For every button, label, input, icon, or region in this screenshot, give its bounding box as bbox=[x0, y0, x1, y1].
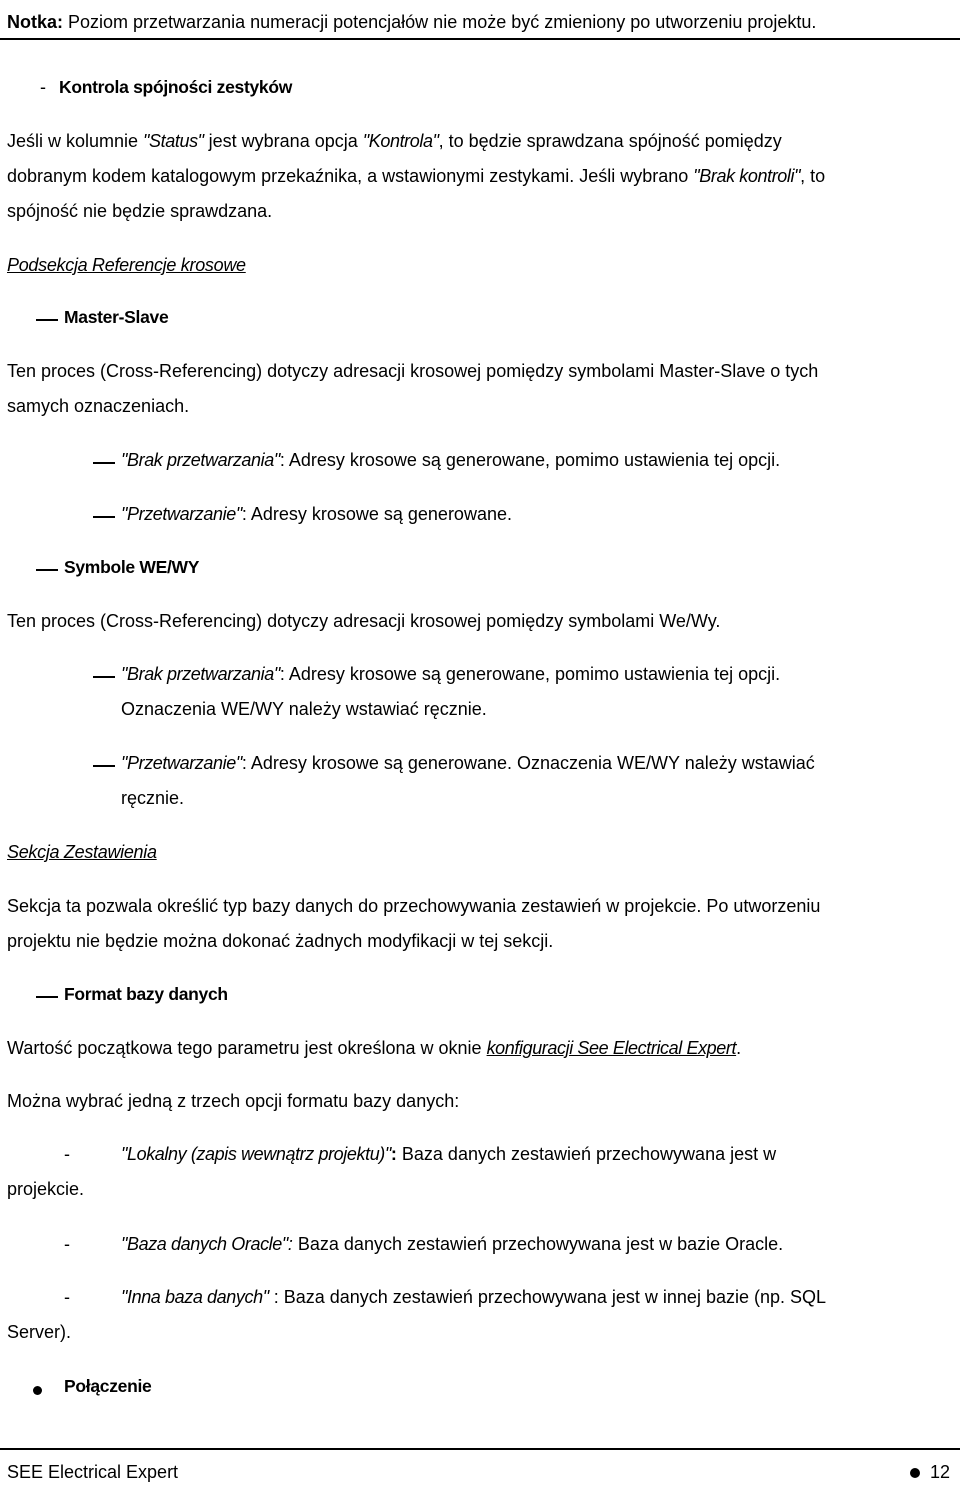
option-sep: : bbox=[390, 1144, 397, 1164]
we-wy-option-1 bbox=[121, 657, 940, 692]
dash-bullet bbox=[36, 569, 58, 571]
text-span: dobranym kodem katalogowym przekaźnika, a wstawionymi zestykami. Jeśli wybrano bbox=[7, 166, 694, 186]
db-option-1-dash: - bbox=[64, 1144, 70, 1164]
dash-bullet bbox=[36, 996, 58, 998]
text-span: jest wybrana opcja bbox=[203, 131, 363, 151]
consistency-heading-text: Kontrola spójności zestyków bbox=[59, 77, 293, 97]
master-slave-option-2 bbox=[121, 497, 940, 532]
kontrola-term: "Kontrola" bbox=[362, 131, 439, 151]
option-text: : Adresy krosowe są generowane, pomimo ustawienia tej opcji. bbox=[279, 450, 781, 470]
note-text: Poziom przetwarzania numeracji potencjałów nie może być zmieniony po utworzeniu projektu. bbox=[63, 12, 817, 32]
db-option-3-line2: Server). bbox=[7, 1322, 72, 1342]
option-label: "Baza danych Oracle" bbox=[121, 1234, 288, 1254]
subsection-title: Podsekcja Referencje krosowe bbox=[7, 255, 246, 275]
header-rule bbox=[0, 38, 960, 40]
consistency-para-line3: spójność nie będzie sprawdzana. bbox=[7, 201, 273, 221]
note-line bbox=[7, 5, 940, 40]
bullet-dot-icon bbox=[33, 1386, 42, 1395]
reports-intro-line1: Sekcja ta pozwala określić typ bazy danych do przechowywania zestawień w projekcie. Po utworzeniu bbox=[7, 896, 821, 916]
dash-bullet bbox=[93, 462, 115, 464]
dash-bullet bbox=[93, 676, 115, 678]
option-text: Baza danych zestawień przechowywana jest w bbox=[396, 1144, 777, 1164]
dash-bullet bbox=[93, 516, 115, 518]
text-span: Wartość początkowa tego parametru jest określona w oknie bbox=[7, 1038, 487, 1058]
db-option-3 bbox=[121, 1280, 940, 1315]
option-label: "Inna baza danych" bbox=[121, 1287, 269, 1307]
option-text: : Adresy krosowe są generowane, pomimo ustawienia tej opcji. bbox=[279, 664, 781, 684]
footer-bullet-icon bbox=[910, 1468, 920, 1478]
section-title: Sekcja Zestawienia bbox=[7, 842, 157, 862]
option-label: "Brak przetwarzania" bbox=[121, 664, 280, 684]
consistency-heading bbox=[40, 70, 940, 105]
master-slave-heading: Master-Slave bbox=[64, 307, 169, 327]
master-slave-option-1 bbox=[121, 443, 940, 478]
page-number: 12 bbox=[930, 1462, 951, 1482]
db-format-heading: Format bazy danych bbox=[64, 984, 228, 1004]
master-slave-desc-line2: samych oznaczeniach. bbox=[7, 396, 190, 416]
master-slave-desc-line1: Ten proces (Cross-Referencing) dotyczy adresacji krosowej pomiędzy symbolami Master-Slave o tych bbox=[7, 361, 819, 381]
reports-intro-line2: projektu nie będzie można dokonać żadnych modyfikacji w tej sekcji. bbox=[7, 931, 554, 951]
connection-heading: Połączenie bbox=[64, 1376, 152, 1396]
option-label: "Przetwarzanie" bbox=[121, 504, 242, 524]
consistency-para-line2 bbox=[7, 159, 940, 194]
db-option-3-dash: - bbox=[64, 1287, 70, 1307]
footer-rule bbox=[0, 1448, 960, 1450]
text-span: , to bbox=[800, 166, 826, 186]
dash-bullet bbox=[93, 765, 115, 767]
option-label: "Brak przetwarzania" bbox=[121, 450, 280, 470]
text-span: Jeśli w kolumnie bbox=[7, 131, 144, 151]
default-value-para bbox=[7, 1031, 940, 1066]
option-text: : Adresy krosowe są generowane. bbox=[241, 504, 512, 524]
option-text: : Adresy krosowe są generowane. Oznaczenia WE/WY należy wstawiać bbox=[241, 753, 815, 773]
note-label: Notka: bbox=[7, 12, 64, 32]
dash-bullet bbox=[36, 319, 58, 321]
db-option-1 bbox=[121, 1137, 940, 1172]
db-option-2 bbox=[121, 1227, 940, 1262]
we-wy-heading: Symbole WE/WY bbox=[64, 557, 200, 577]
footer-product: SEE Electrical Expert bbox=[7, 1462, 179, 1482]
brak-kontroli-term: "Brak kontroli" bbox=[693, 166, 801, 186]
text-span: , to będzie sprawdzana spójność pomiędzy bbox=[438, 131, 782, 151]
text-span: . bbox=[736, 1038, 742, 1058]
we-wy-desc: Ten proces (Cross-Referencing) dotyczy adresacji krosowej pomiędzy symbolami We/Wy. bbox=[7, 611, 721, 631]
db-option-2-dash: - bbox=[64, 1234, 70, 1254]
we-wy-option-2 bbox=[121, 746, 940, 781]
option-label: "Lokalny (zapis wewnątrz projektu)" bbox=[121, 1144, 391, 1164]
option-label: "Przetwarzanie" bbox=[121, 753, 242, 773]
we-wy-option-1-line2: Oznaczenia WE/WY należy wstawiać ręcznie. bbox=[121, 699, 487, 719]
configuration-link[interactable]: konfiguracji See Electrical Expert bbox=[486, 1038, 737, 1058]
consistency-heading-dash: - bbox=[40, 77, 46, 97]
we-wy-option-2-line2: ręcznie. bbox=[121, 788, 185, 808]
option-text: Baza danych zestawień przechowywana jest w bazie Oracle. bbox=[292, 1234, 784, 1254]
consistency-para-line1 bbox=[7, 124, 940, 159]
db-option-1-line2: projekcie. bbox=[7, 1179, 85, 1199]
status-term: "Status" bbox=[143, 131, 204, 151]
option-sep: : bbox=[287, 1234, 293, 1254]
option-sep: : bbox=[268, 1287, 279, 1307]
option-text: Baza danych zestawień przechowywana jest w innej bazie (np. SQL bbox=[278, 1287, 827, 1307]
choose-para: Można wybrać jedną z trzech opcji formatu bazy danych: bbox=[7, 1091, 460, 1111]
